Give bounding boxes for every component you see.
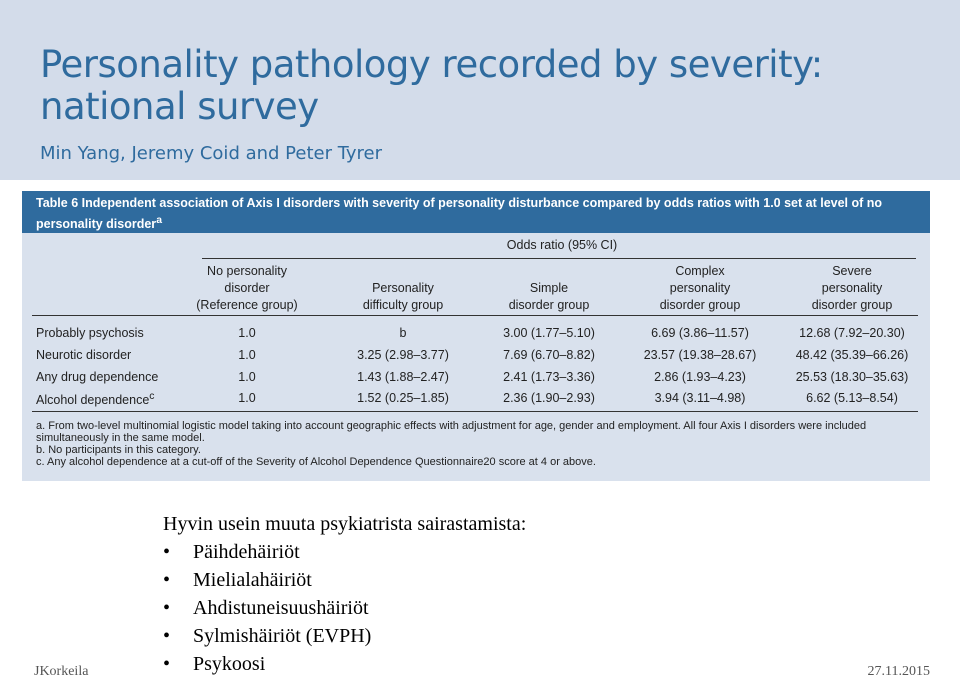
row-label-text: Alcohol dependence [36,393,150,408]
header-divider [32,315,918,316]
notes-item: • Ahdistuneisuushäiriöt [163,594,526,622]
table-cell: 1.0 [238,326,256,340]
table-footnotes [36,420,916,468]
row-label-text: Probably psychosis [36,326,144,340]
column-header-3: disorder group [508,298,590,312]
column-header-4: personality [669,281,731,295]
table-cell: 25.53 (18.30–35.63) [795,370,909,384]
notes-heading: Hyvin usein muuta psykiatrista sairastamista: [163,513,527,535]
table-cell: 2.86 (1.93–4.23) [654,370,746,384]
column-header-1: disorder [224,281,270,295]
table-cell: 6.69 (3.86–11.57) [651,326,749,340]
table-cell: 3.00 (1.77–5.10) [503,326,595,340]
table-row-label [36,348,131,362]
table-cell: 6.62 (5.13–8.54) [806,391,898,405]
notes-item: • Mielialahäiriöt [163,566,526,594]
odds-ratio-label: Odds ratio (95% CI) [506,238,618,252]
column-header-2: difficulty group [362,298,444,312]
table-cell: 1.0 [238,391,256,405]
column-header-4: Complex [675,264,725,278]
paper-title-line-2: national survey [40,85,319,128]
column-header-5: personality [821,281,883,295]
footer-author: JKorkeila [34,664,89,679]
table-cell: b [399,326,407,340]
row-label-text: Any drug dependence [36,370,159,384]
column-header-5: Severe [832,264,872,278]
paper-title-line-1: Personality pathology recorded by severity: [40,43,823,86]
table-cell: 1.43 (1.88–2.47) [357,370,449,384]
footnote-a: a. From two-level multinomial logistic model taking into account geographic effects with adjustment for age, gender and employment. All four Axis I disorders were included simultaneously in the same model. [36,420,867,444]
column-header-3: Simple [529,281,569,295]
table-row-label [36,326,144,340]
odds-ratio-table [22,191,930,481]
column-header-1: (Reference group) [196,298,298,312]
paper-authors: Min Yang, Jeremy Coid and Peter Tyrer [40,143,383,164]
column-header-2: Personality [372,281,434,295]
table-caption [36,195,916,233]
footnote-b: b. No participants in this category. [36,444,201,456]
table-cell: 2.36 (1.90–2.93) [503,391,595,405]
table-cell: 1.52 (0.25–1.85) [357,391,449,405]
table-cell: 1.0 [238,348,256,362]
column-header-4: disorder group [659,298,741,312]
notes-list [163,538,526,678]
paper-title [40,44,823,128]
notes-item: • Psykoosi [163,650,526,678]
table-cell: 3.25 (2.98–3.77) [357,348,449,362]
table-cell: 3.94 (3.11–4.98) [654,391,746,405]
table-cell: 2.41 (1.73–3.36) [503,370,595,384]
table-bottom-divider [32,411,918,412]
table-cell: 23.57 (19.38–28.67) [643,348,757,362]
table-cell: 1.0 [238,370,256,384]
column-header-1: No personality [207,264,287,278]
paper-header [0,0,960,180]
slide-notes [163,510,526,678]
table-row-label [36,370,158,384]
notes-item: • Sylmishäiriöt (EVPH) [163,622,526,650]
table-row-label [36,391,155,407]
table-cell: 7.69 (6.70–8.82) [503,348,595,362]
odds-ratio-divider [202,258,916,259]
notes-item: • Päihdehäiriöt [163,538,526,566]
row-label-text: Neurotic disorder [36,348,132,362]
row-label-sup: c [149,391,155,402]
table-caption-text: Table 6 Independent association of Axis I disorders with severity of personality disturbance compared by odds ratios with 1.0 set at level of no personality disorder [36,196,883,232]
table-caption-sup: a [156,215,162,226]
footer-date: 27.11.2015 [867,664,930,679]
footnote-c: c. Any alcohol dependence at a cut-off of the Severity of Alcohol Dependence Questionnaire20 score at 4 or above. [36,456,596,468]
table-cell: 12.68 (7.92–20.30) [799,326,905,340]
column-header-5: disorder group [811,298,893,312]
table-cell: 48.42 (35.39–66.26) [795,348,909,362]
